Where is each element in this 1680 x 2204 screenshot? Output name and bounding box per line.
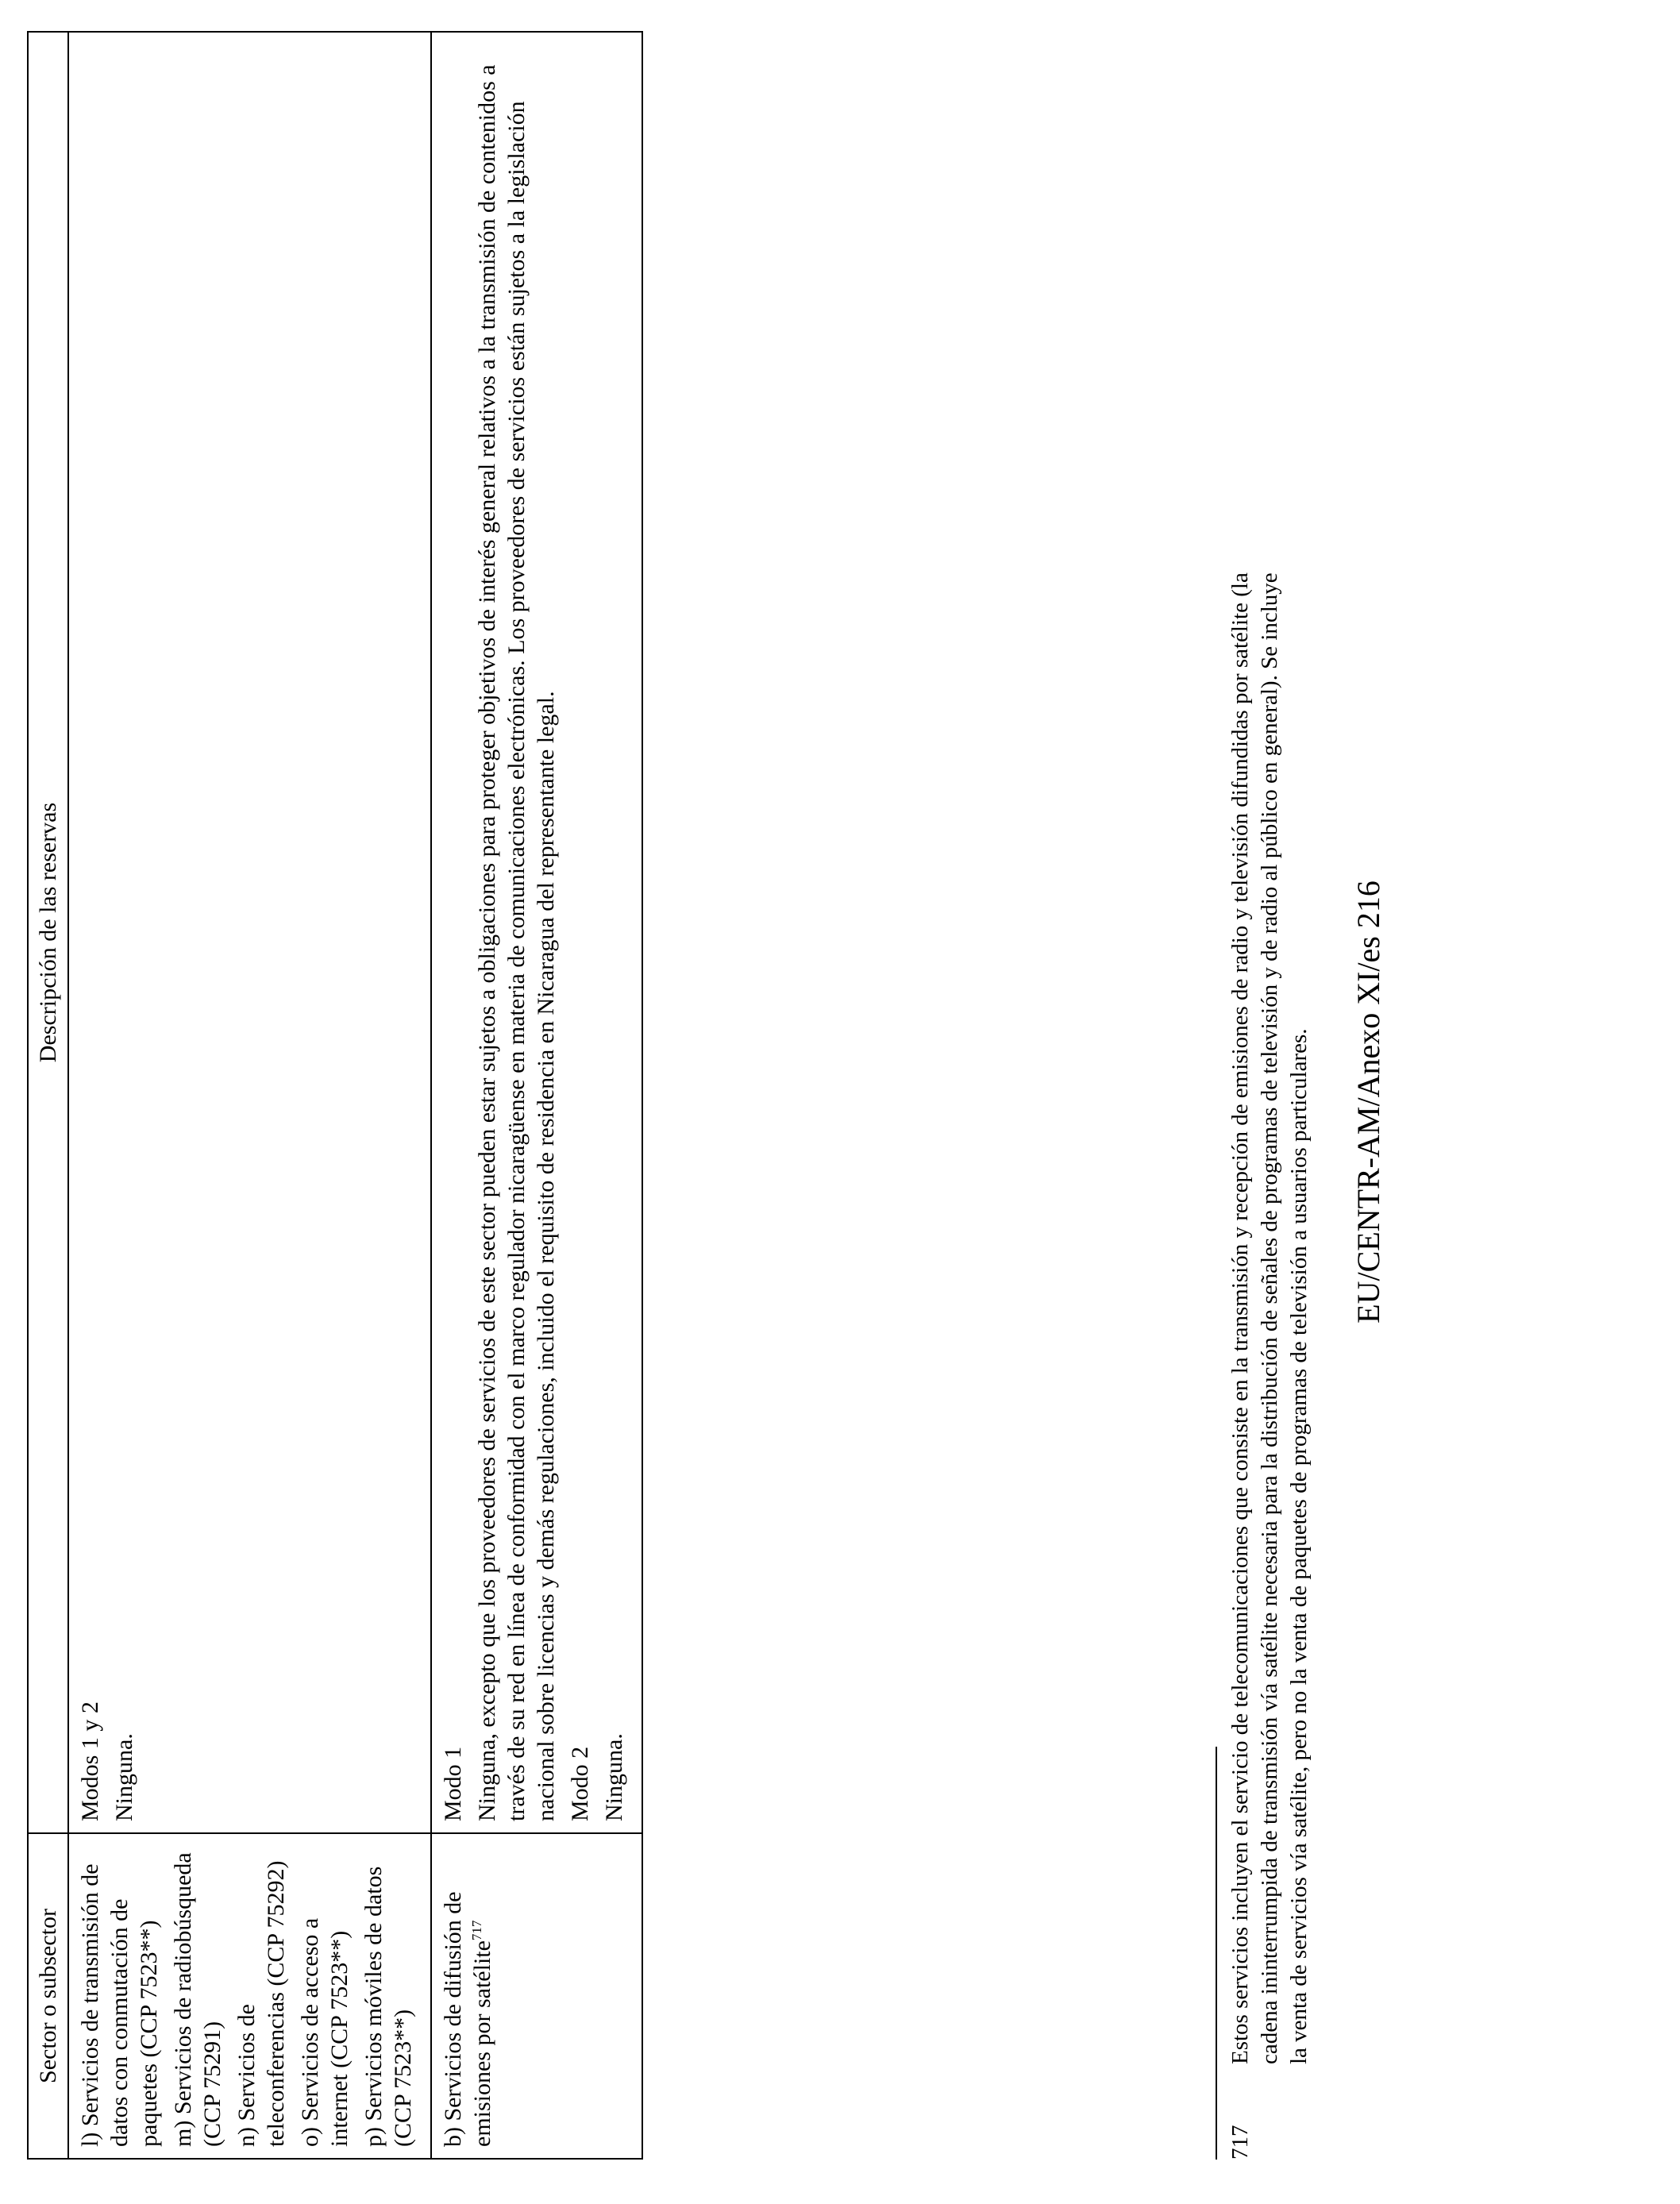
mode2-text: Ninguna. — [601, 1733, 627, 1821]
footnote-text: Estos servicios incluyen el servicio de telecomunicaciones que consiste en la transmisión y recepción de emisiones de radio y televisión difundidas por satélite (la cadena ininterrumpida de transmisión vía satélite necesaria para la distribución de señales de programas de televisión y de radio al público en general). Se incluye la venta de servicios vía satélite, pero no la venta de paquetes de programas de televisión a usuarios particulares. — [1227, 572, 1312, 2064]
sector-item: o) Servicios de acceso a internet (CCP 7523**) — [297, 1917, 353, 2147]
header-sector: Sector o subsector — [28, 1833, 68, 2159]
sector-cell — [68, 1833, 431, 2159]
mode-label: Modos 1 y 2 — [77, 1701, 103, 1821]
footnote — [1226, 572, 1314, 2160]
mode-text: Ninguna. — [111, 1733, 137, 1821]
sector-text: b) Servicios de difusión de emisiones por satélite — [440, 1891, 495, 2147]
reservations-table — [27, 31, 643, 2160]
mode1-text: Ninguna, excepto que los proveedores de servicios de este sector pueden estar sujetos a obligaciones para proteger objetivos de interés general relativos a la transmisión de contenidos a través de su red en línea de conformidad con el marco regulador nicaragüense en materia de comunicaciones electrónicas. Los proveedores de servicios están sujetos a la legislación nacional sobre licencias y demás regulaciones, incluido el requisito de residencia en Nicaragua del representante legal. — [474, 64, 559, 1821]
table-header-row — [28, 32, 68, 2159]
description-cell — [68, 32, 431, 1833]
footnote-number: 717 — [1227, 2125, 1253, 2160]
mode2-label: Modo 2 — [567, 1746, 593, 1821]
footnote-separator — [1216, 1747, 1217, 2160]
table-row — [68, 32, 431, 2159]
description-cell — [431, 32, 642, 1833]
sector-item: p) Servicios móviles de datos (CCP 7523**) — [360, 1866, 416, 2147]
sector-cell — [431, 1833, 642, 2159]
sector-item: m) Servicios de radiobúsqueda (CCP 75291) — [170, 1852, 225, 2147]
sector-item: n) Servicios de teleconferencias (CCP 75292) — [233, 1860, 289, 2147]
header-description: Descripción de las reservas — [28, 32, 68, 1833]
footnote-reference: 717 — [469, 1920, 484, 1941]
table-row — [431, 32, 642, 2159]
document-reference: EU/CENTR-AM/Anexo XI/es 216 — [1351, 880, 1386, 1324]
sector-item: l) Servicios de transmisión de datos con conmutación de paquetes (CCP 7523**) — [77, 1863, 162, 2147]
mode1-label: Modo 1 — [440, 1746, 466, 1821]
